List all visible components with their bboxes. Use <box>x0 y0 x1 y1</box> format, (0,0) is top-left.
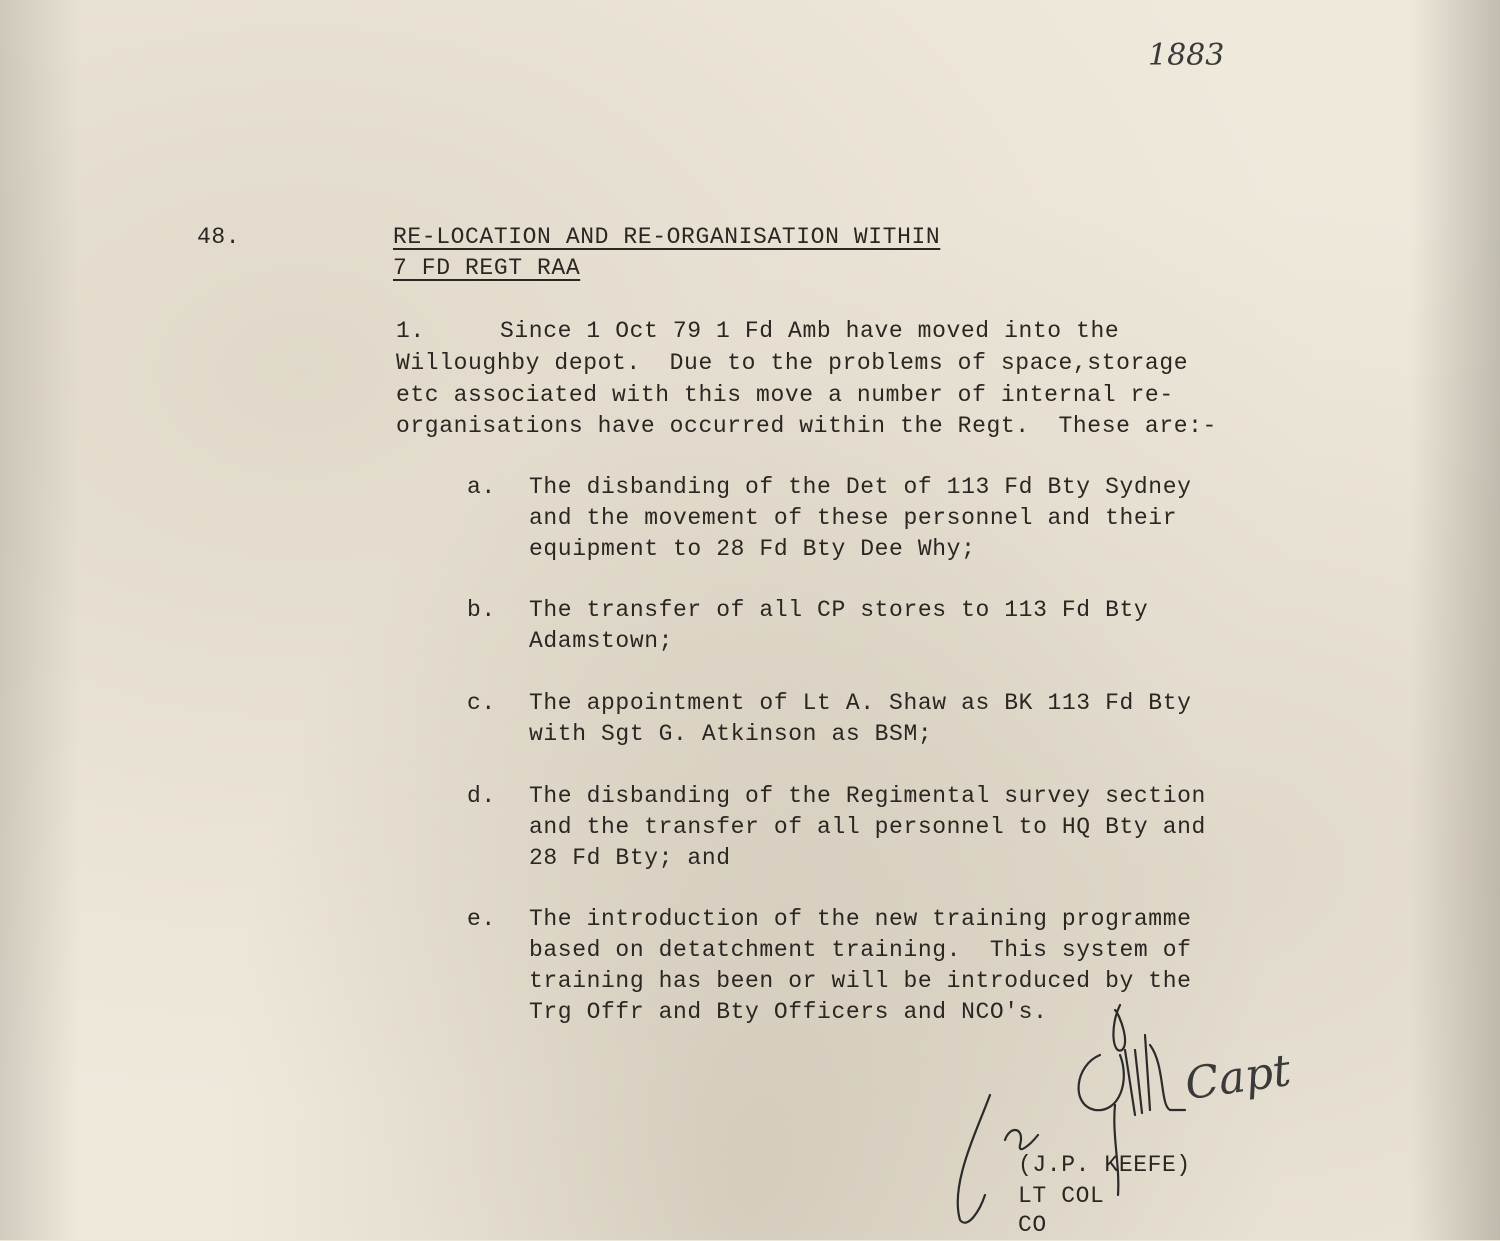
title-line-2: 7 FD REGT RAA <box>393 255 581 281</box>
title-line-1: RE-LOCATION AND RE-ORGANISATION WITHIN <box>393 224 941 250</box>
item-line: equipment to 28 Fd Bty Dee Why; <box>529 536 976 562</box>
paragraph-line: organisations have occurred within the Regt. These are:- <box>396 413 1217 439</box>
signatory-role: CO <box>1018 1212 1047 1238</box>
item-number: 48. <box>197 224 241 250</box>
item-line: Trg Offr and Bty Officers and NCO's. <box>529 999 1048 1025</box>
item-letter: e. <box>467 906 496 932</box>
paragraph-line: etc associated with this move a number of internal re- <box>396 382 1174 408</box>
item-line: based on detatchment training. This system of <box>529 937 1192 963</box>
item-line: and the movement of these personnel and their <box>529 505 1178 531</box>
item-line: training has been or will be introduced by the <box>529 968 1192 994</box>
item-line: The appointment of Lt A. Shaw as BK 113 Fd Bty <box>529 690 1192 716</box>
item-letter: b. <box>467 597 496 623</box>
item-line: The transfer of all CP stores to 113 Fd Bty <box>529 597 1149 623</box>
signature-note: Capt <box>1181 1044 1294 1111</box>
item-line: with Sgt G. Atkinson as BSM; <box>529 721 933 747</box>
item-line: The disbanding of the Regimental survey section <box>529 783 1206 809</box>
handwritten-doc-number: 1883 <box>1148 38 1225 73</box>
signatory-name: (J.P. KEEFE) <box>1018 1152 1191 1178</box>
item-letter: a. <box>467 474 496 500</box>
item-line: The introduction of the new training programme <box>529 906 1192 932</box>
paragraph-number: 1. <box>396 318 425 344</box>
item-line: Adamstown; <box>529 628 674 654</box>
handwritten-signature <box>930 995 1290 1235</box>
item-line: The disbanding of the Det of 113 Fd Bty Sydney <box>529 474 1192 500</box>
item-line: 28 Fd Bty; and <box>529 845 731 871</box>
item-letter: c. <box>467 690 496 716</box>
paragraph-line: Since 1 Oct 79 1 Fd Amb have moved into the <box>500 318 1120 344</box>
item-line: and the transfer of all personnel to HQ Bty and <box>529 814 1206 840</box>
paragraph-line: Willoughby depot. Due to the problems of space,storage <box>396 350 1189 376</box>
signatory-rank: LT COL <box>1018 1183 1105 1209</box>
item-letter: d. <box>467 783 496 809</box>
